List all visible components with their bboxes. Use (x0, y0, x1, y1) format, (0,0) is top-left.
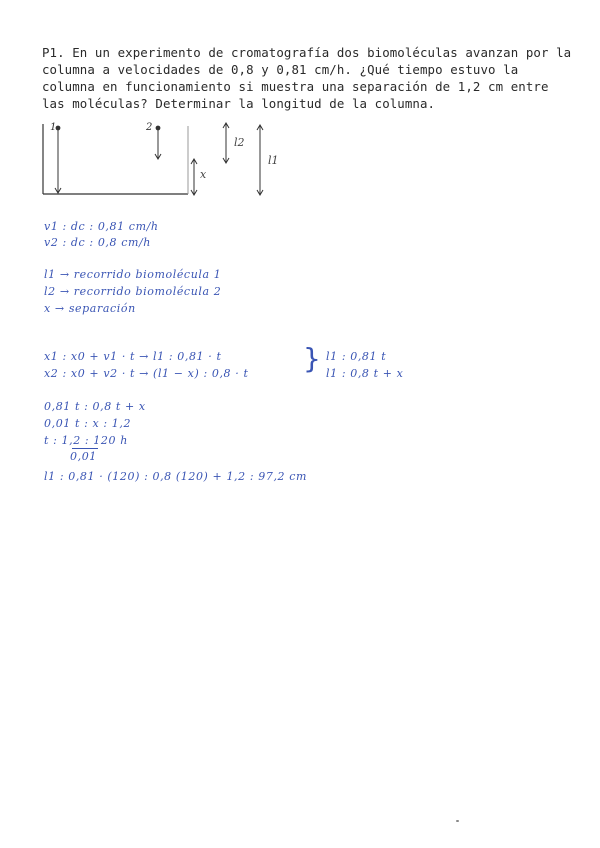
definition-l1: l1 → recorrido biomolécula 1 (44, 268, 222, 281)
definition-l2: l2 → recorrido biomolécula 2 (44, 285, 222, 298)
solution-step-1: 0,81 t : 0,8 t + x (44, 400, 146, 413)
scan-speck (456, 820, 459, 822)
solution-denominator: 0,01 (70, 450, 97, 463)
l2-label: l2 (234, 136, 245, 149)
fraction-bar (72, 448, 98, 449)
equation-x1: x1 : x0 + v1 · t → l1 : 0,81 · t (44, 350, 222, 363)
problem-line: las moléculas? Determinar la longitud de la columna. (42, 96, 436, 111)
problem-statement (42, 44, 582, 112)
system-brace: } (303, 342, 321, 375)
system-eq-1: l1 : 0,81 t (326, 350, 387, 363)
velocity-v1: v1 : dc : 0,81 cm/h (44, 220, 159, 233)
equation-x2: x2 : x0 + v2 · t → (l1 − x) : 0,8 · t (44, 367, 249, 380)
final-result: l1 : 0,81 · (120) : 0,8 (120) + 1,2 : 97,2 cm (44, 470, 308, 483)
velocity-v2: v2 : dc : 0,8 cm/h (44, 236, 151, 249)
problem-line: columna en funcionamiento si muestra una separación de 1,2 cm entre (42, 79, 549, 94)
definition-x: x → separación (44, 302, 136, 315)
separation-label: x (200, 168, 207, 181)
problem-line: P1. En un experimento de cromatografía dos biomoléculas avanzan por la (42, 45, 572, 60)
molecule-2-label: 2 (146, 122, 153, 133)
l1-label: l1 (268, 154, 279, 167)
molecule-2-dot (156, 126, 161, 131)
system-eq-2: l1 : 0,8 t + x (326, 367, 404, 380)
molecule-1-label: 1 (50, 122, 57, 133)
column-sketch (36, 118, 296, 202)
solution-step-2: 0,01 t : x : 1,2 (44, 417, 132, 430)
column-diagram (36, 118, 296, 207)
problem-line: columna a velocidades de 0,8 y 0,81 cm/h. ¿Qué tiempo estuvo la (42, 62, 519, 77)
solution-step-3: t : 1,2 : 120 h (44, 434, 128, 447)
